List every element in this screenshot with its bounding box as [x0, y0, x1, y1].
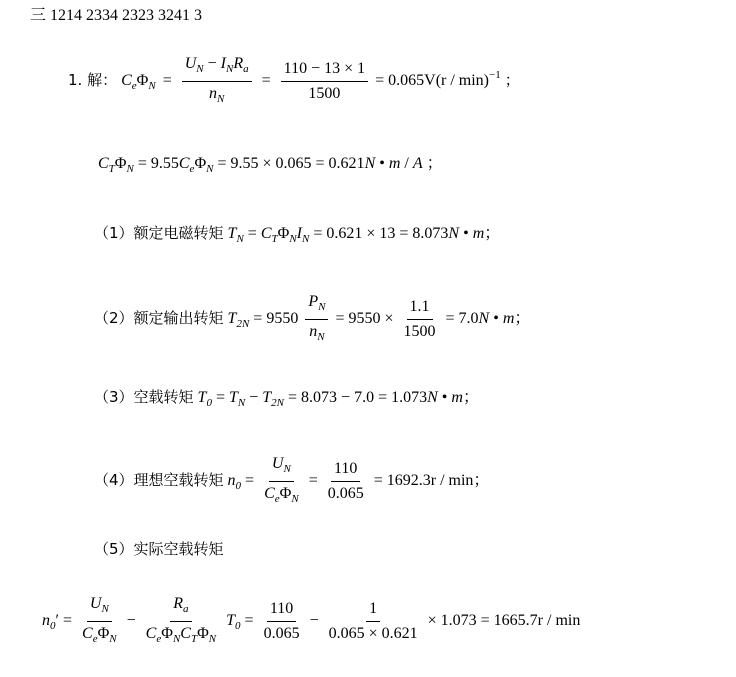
item1-lhs: $C_e\Phi_N$ [121, 71, 156, 92]
q4-post: = 1692.3r / min； [373, 472, 490, 490]
equation-ce-phi: 1. 解： $C_e\Phi_N$ = $\frac{U_N - I_NR_a}{n_N}$ = $\frac{110 - 13 \times 1}{1500}$ = 0.065V(r / min)$^{-1}$ ； [68, 54, 520, 109]
final-num4: 1 [366, 599, 380, 622]
item1-fraction-2 [281, 59, 368, 104]
final-den3: 0.065 [263, 625, 300, 642]
item1-tail: ； [504, 71, 520, 90]
q2-num2: 1.1 [407, 297, 433, 320]
final-den4: 0.065 × 0.621 [328, 625, 418, 642]
final-post: × 1.073 = 1665.7r / min [427, 612, 581, 630]
q4-fraction-1: $\frac{U_N}{C_e\Phi_N}$ [264, 455, 299, 505]
equation-final: $n_0'$ = $\frac{U_N}{C_e\Phi_N}$ − $\frac{R_a}{C_e\Phi_NC_T\Phi_N}$ $T_0$ = $\frac{110}{0.065}$ − $\frac{1}{0.065 \times 0.621}$ × 1.073 = 1665.7r / min [42, 594, 580, 649]
final-fraction-4 [326, 599, 421, 644]
question-4: （4）理想空载转矩 $n_0$ = $\frac{U_N}{C_e\Phi_N}$ = $\frac{110}{0.065}$ = 1692.3r / min； [94, 454, 489, 509]
item1-exp: −1 [489, 69, 501, 82]
item1-result: = 0.065V(r / min) [375, 72, 490, 90]
final-fraction-2: $\frac{R_a}{C_e\Phi_NC_T\Phi_N}$ [145, 595, 217, 645]
item1-num2: 110 − 13 × 1 [281, 59, 368, 82]
q2-fraction-2 [401, 297, 439, 342]
final-num3: 110 [267, 599, 296, 622]
question-3: （3）空载转矩 $T_0 = T_N - T_{2N} = 8.073 - 7.0 = 1.073N$ • m； [94, 388, 479, 409]
q2-den2: 1500 [403, 323, 436, 340]
q5-label: （5）实际空载转矩 [94, 540, 224, 558]
item1-prefix: 1. 解： [68, 71, 118, 90]
q4-label: （4）理想空载转矩 [94, 471, 224, 490]
answer-header [30, 2, 202, 25]
item1-den2: 1500 [308, 85, 341, 102]
header-text: 三 1214 2334 2323 3241 3 [30, 7, 203, 24]
q4-num2: 110 [331, 459, 360, 482]
q2-mid: = 9550 × [335, 310, 394, 328]
q2-label: （2）额定输出转矩 [94, 309, 224, 328]
question-1: （1）额定电磁转矩 $T_N = C_T\Phi_NI_N = 0.621 \times 13 = 8.073N$ • m； [94, 224, 501, 245]
q3-label: （3）空载转矩 [94, 388, 194, 406]
question-5 [94, 538, 224, 559]
q4-fraction-2 [325, 459, 367, 504]
final-fraction-3 [261, 599, 303, 644]
q1-label: （1）额定电磁转矩 [94, 224, 224, 242]
item1-fraction-1: $\frac{U_N - I_NR_a}{n_N}$ [182, 54, 252, 109]
equation-ct-phi: $C_T\Phi_N = 9.55C_e\Phi_N = 9.55 \times 0.065 = 0.621N$ • m / A ； [98, 155, 443, 175]
q4-den2: 0.065 [327, 485, 364, 502]
q2-fraction-1: $\frac{P_N}{n_N}$ [305, 292, 328, 347]
final-fraction-1: $\frac{U_N}{C_e\Phi_N}$ [82, 595, 117, 645]
question-2: （2）额定输出转矩 $T_{2N} = 9550$ $\frac{P_N}{n_N}$ = 9550 × $\frac{1.1}{1500}$ = 7.0N • m； [94, 292, 530, 347]
